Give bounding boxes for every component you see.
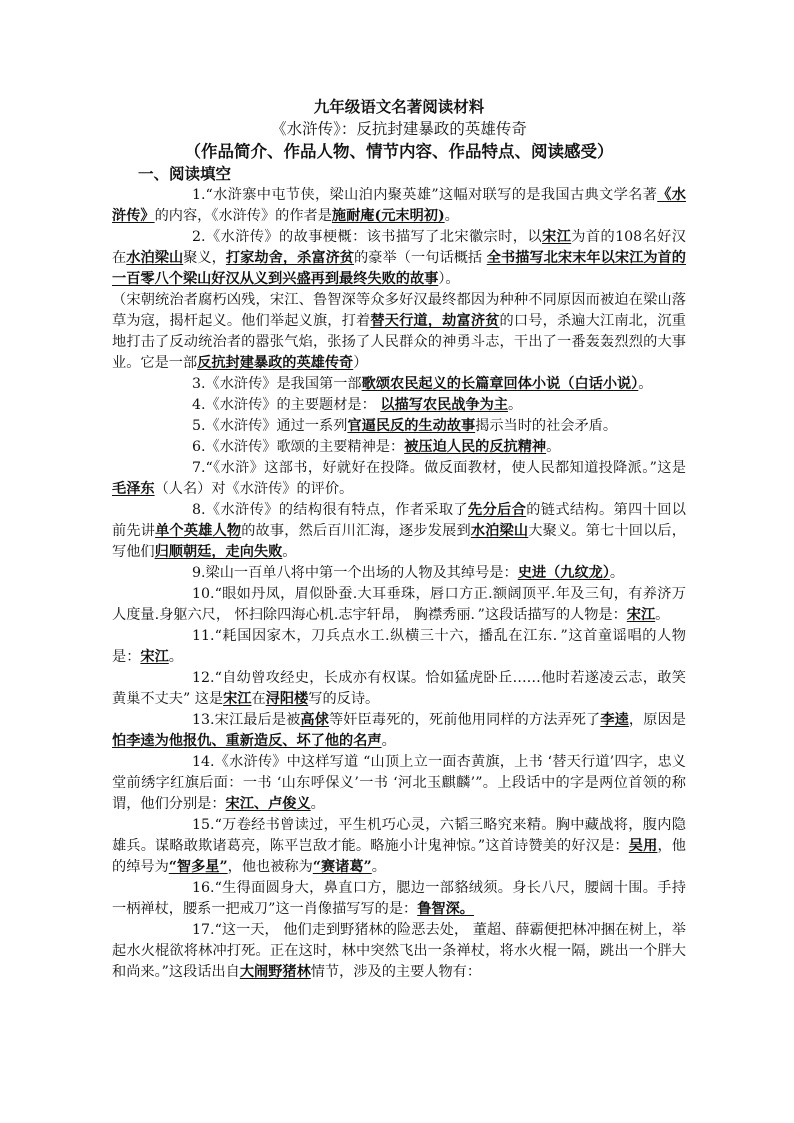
answer: 宋江 xyxy=(542,229,572,245)
item-number: 6. xyxy=(192,439,206,455)
answer: 李逵 xyxy=(600,712,629,728)
item-15: 15.“万卷经书曾读过，平生机巧心灵，六韬三略究来精。胸中藏战将，腹内隐雄兵。谋略敢欺诸葛亮，陈平岂敌才能。略施小计鬼神惊。”这首诗赞美的好汉是：吴用，他的绰号为“智多星”，他也被称为“赛诸葛”。 xyxy=(112,817,686,875)
answer: 打家劫舍，杀富济贫 xyxy=(225,250,355,266)
item-13: 13.宋江最后是被高俅等奸臣毒死的，死前他用同样的方法弄死了李逵，原因是怕李逵为他报仇、重新造反、坏了他的名声。 xyxy=(112,712,686,749)
document-title: 九年级语文名著阅读材料 xyxy=(313,97,485,116)
answer: 宋江、卢俊义 xyxy=(225,796,311,812)
answer: 水泊梁山 xyxy=(470,523,529,539)
answer: 毛泽东 xyxy=(112,481,155,497)
answer: 鲁智深。 xyxy=(417,901,474,917)
item-number: 16. xyxy=(192,880,215,896)
answer: 宋江 xyxy=(140,649,169,665)
item-number: 11. xyxy=(192,628,215,644)
item-17: 17.“这一天， 他们走到野猪林的险恶去处， 董超、薛霸便把林冲捆在树上，举起水火棍欲将林冲打死。正在这时，林中突然飞出一条禅杖，将水火棍一隔，跳出一个胖大和尚来。”这段话出自大闹野猪林情节，涉及的主要人物有： xyxy=(112,922,686,980)
answer: 高俅 xyxy=(300,712,329,728)
item-number: 15. xyxy=(192,817,215,833)
answer: 史进（九纹龙） xyxy=(517,565,610,581)
item-6: 6.《水浒传》歌颂的主要精神是：被压迫人民的反抗精神。 xyxy=(112,437,686,458)
item-number: 14. xyxy=(192,754,215,770)
item-8: 8.《水浒传》的结构很有特点，作者采取了先分后合的链式结构。第四十回以前先讲单个英雄人物的故事，然后百川汇海，逐步发展到水泊梁山大聚义。第七十回以后，写他们归顺朝廷，走向失败。 xyxy=(112,502,686,560)
answer: 大闹野猪林 xyxy=(239,964,311,980)
answer: 归顺朝廷，走向失败 xyxy=(154,544,283,560)
item-4: 4.《水浒传》的主要题材是： 以描写农民战争为主。 xyxy=(112,395,686,416)
item-9: 9.梁山一百单八将中第一个出场的人物及其绰号是：史进（九纹龙）。 xyxy=(112,563,686,584)
section-heading: 一、阅读填空 xyxy=(138,164,232,183)
item-5: 5.《水浒传》通过一系列官逼民反的生动故事揭示当时的社会矛盾。 xyxy=(112,416,686,437)
answer: 《水浒传》 xyxy=(112,187,686,224)
item-1: 1.“水浒寨中屯节侠，梁山泊内聚英雄”这幅对联写的是我国古典文学名著《水浒传》的内容，《水浒传》的作者是施耐庵(元末明初)。 xyxy=(112,187,686,224)
answer: 吴用 xyxy=(628,838,658,854)
item-number: 4. xyxy=(192,397,206,413)
item-16: 16.“生得面圆身大，鼻直口方，腮边一部貉绒须。身长八尺，腰阔十围。手持一柄禅杖，腰系一把戒刀”这一肖像描写写的是：鲁智深。 xyxy=(112,880,686,917)
item-2-note: （宋朝统治者腐朽凶残，宋江、鲁智深等众多好汉最终都因为种种不同原因而被迫在梁山落草为寇，揭杆起义。他们举起义旗，打着替天行道，劫富济贫的口号，杀遍大江南北，沉重地打击了反动统治者的嚣张气焰，张扬了人民群众的神勇斗志，干出了一番轰轰烈烈的大事业。它是一部反抗封建暴政的英雄传奇） xyxy=(112,292,686,371)
item-10: 10.“眼如丹凤，眉似卧蚕.大耳垂珠，唇口方正.额阔顶平.年及三旬，有养济万人度量.身躯六尺， 怀扫除四海心机.志宇轩昂， 胸襟秀丽．”这段话描写的人物是：宋江。 xyxy=(112,586,686,623)
answer: 先分后合 xyxy=(467,502,527,518)
answer: 被压迫人民的反抗精神 xyxy=(404,439,547,455)
answer: 水泊梁山 xyxy=(126,250,184,266)
item-number: 2. xyxy=(192,229,206,245)
answer: 替天行道，劫富济贫 xyxy=(370,313,500,329)
answer: 全书描写北宋末年以宋江为首的一百零八个梁山好汉从义到兴盛再到最终失败的故事 xyxy=(112,250,686,287)
answer: 单个英雄人物 xyxy=(155,523,242,539)
item-number: 17. xyxy=(192,922,215,938)
answer: 宋江 xyxy=(626,607,656,623)
item-number: 12. xyxy=(192,670,215,686)
item-14: 14.《水浒传》中这样写道 “山顶上立一面杏黄旗，上书 ‘替天行道’四字，忠义堂前绣字红旗后面：一书 ‘山东呼保义’一书 ‘河北玉麒麟’”。上段话中的字是两位首领的称谓，他们分别是：宋江、卢俊义。 xyxy=(112,754,686,812)
item-number: 3. xyxy=(192,376,206,392)
item-number: 10. xyxy=(192,586,215,602)
answer: 反抗封建暴政的英雄传奇 xyxy=(197,355,354,371)
answer: 怕李逵为他报仇、重新造反、坏了他的名声 xyxy=(112,733,382,749)
document-subtitle: 《水浒传》：反抗封建暴政的英雄传奇 xyxy=(271,120,527,138)
item-7: 7.“《水浒》这部书，好就好在投降。做反面教材，使人民都知道投降派。”这是毛泽东（人名）对《水浒传》的评价。 xyxy=(112,460,686,497)
item-11: 11.“耗国因家木，刀兵点水工.纵横三十六，播乱在江东．”这首童谣唱的人物是：宋江。 xyxy=(112,628,686,665)
item-number: 5. xyxy=(192,418,206,434)
item-number: 8. xyxy=(192,502,206,518)
item-number: 13. xyxy=(192,712,215,728)
answer: 浔阳楼 xyxy=(265,691,309,707)
answer: 歌颂农民起义的长篇章回体小说（白话小说） xyxy=(361,376,639,392)
answer: 官逼民反的生动故事 xyxy=(347,418,476,434)
topics-line: （作品简介、作品人物、情节内容、作品特点、阅读感受） xyxy=(184,142,614,161)
item-number: 9. xyxy=(192,565,206,581)
answer: 以描写农民战争为主 xyxy=(380,397,509,413)
document-content xyxy=(112,96,686,983)
answer: 宋江 xyxy=(223,691,252,707)
answer: “智多星” xyxy=(168,859,228,875)
answer: 施耐庵(元末明初) xyxy=(331,208,445,224)
answer: “赛诸葛” xyxy=(312,859,372,875)
item-2: 2.《水浒传》的故事梗概：该书描写了北宋徽宗时，以宋江为首的108名好汉在水泊梁山聚义，打家劫舍，杀富济贫的豪举（一句话概括 全书描写北宋末年以宋江为首的一百零八个梁山好汉从义到兴盛再到最终失败的故事）。 xyxy=(112,229,686,287)
item-3: 3.《水浒传》是我国第一部歌颂农民起义的长篇章回体小说（白话小说）。 xyxy=(112,374,686,395)
item-number: 1. xyxy=(192,187,206,203)
item-12: 12.“自幼曾攻经史，长成亦有权谋。恰如猛虎卧丘……他时若遂凌云志，敢笑黄巢不丈夫” 这是宋江在浔阳楼写的反诗。 xyxy=(112,670,686,707)
item-number: 7. xyxy=(192,460,206,476)
